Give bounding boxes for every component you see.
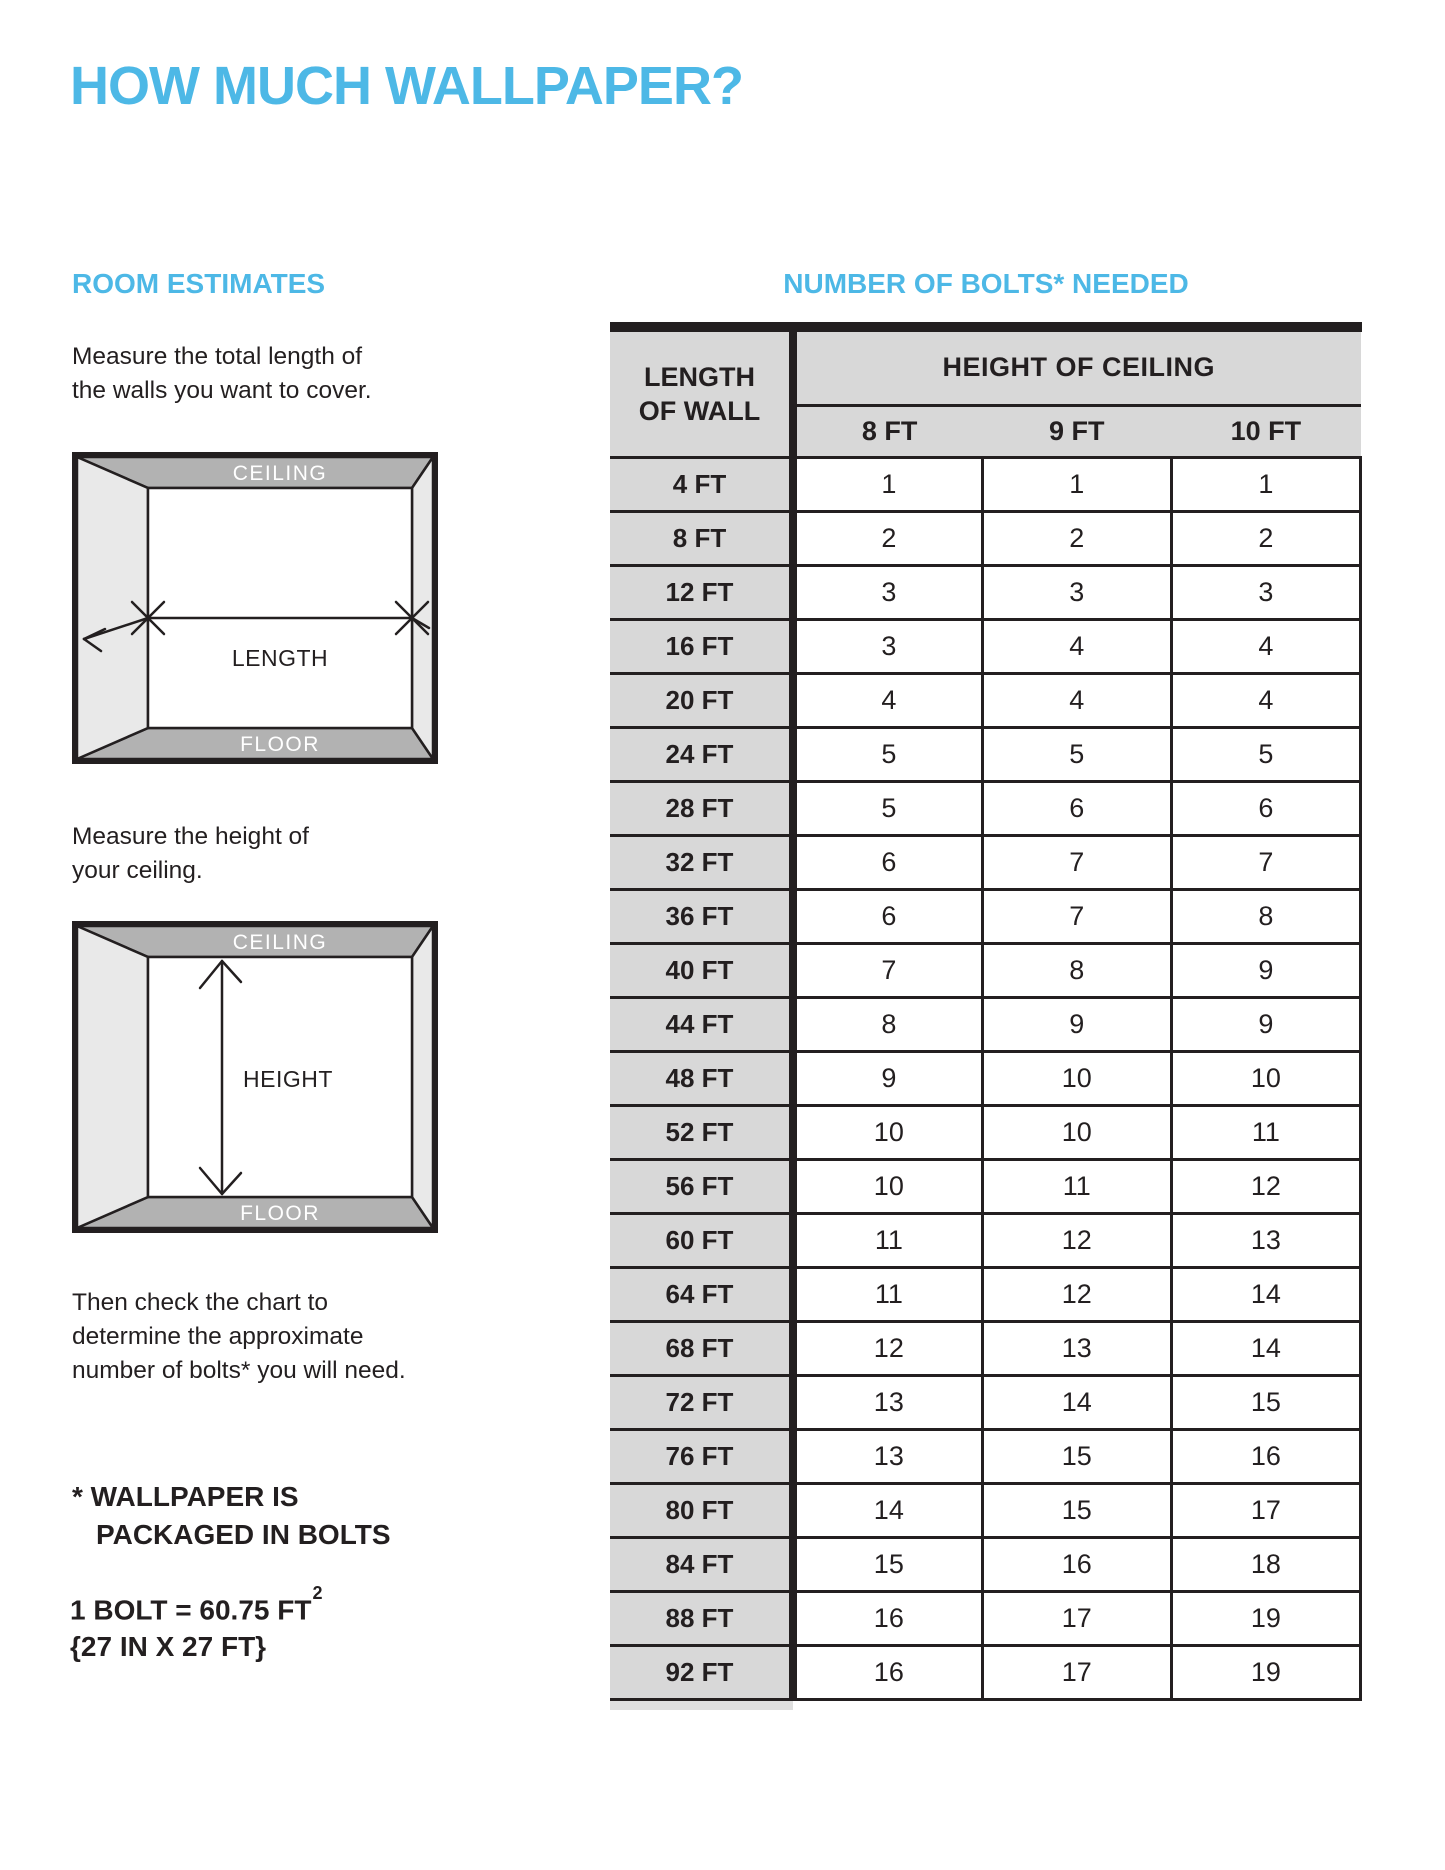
ceiling-label: CEILING bbox=[232, 462, 328, 485]
floor-label: FLOOR bbox=[240, 733, 320, 756]
bolt-count-cell: 15 bbox=[982, 1429, 1171, 1483]
wall-length-cell: 60 FT bbox=[610, 1213, 793, 1267]
length-label: LENGTH bbox=[231, 645, 329, 671]
bolt-count-cell: 17 bbox=[982, 1591, 1171, 1645]
bolt-count-cell: 2 bbox=[1171, 511, 1360, 565]
footnote-line: PACKAGED IN BOLTS bbox=[96, 1519, 391, 1550]
bolt-count-cell: 10 bbox=[1171, 1051, 1360, 1105]
back-wall-right-edge bbox=[412, 926, 433, 1228]
table-row bbox=[610, 1645, 1361, 1699]
table-row bbox=[610, 781, 1361, 835]
table-row bbox=[610, 1159, 1361, 1213]
bolt-count-cell: 15 bbox=[1171, 1375, 1360, 1429]
bolt-count-cell: 1 bbox=[1171, 457, 1360, 511]
wall-length-cell: 8 FT bbox=[610, 511, 793, 565]
wallpaper-bolts-footnote bbox=[72, 1478, 391, 1554]
text-line: the walls you want to cover. bbox=[72, 377, 372, 404]
bolt-dimensions: {27 IN X 27 FT} bbox=[70, 1631, 267, 1663]
bolt-count-cell: 5 bbox=[793, 727, 982, 781]
bolt-count-cell: 12 bbox=[982, 1267, 1171, 1321]
wall-length-cell: 84 FT bbox=[610, 1537, 793, 1591]
table-row bbox=[610, 619, 1361, 673]
bolt-count-cell: 19 bbox=[1171, 1645, 1360, 1699]
wall-length-cell: 56 FT bbox=[610, 1159, 793, 1213]
corner-header-line: OF WALL bbox=[638, 395, 761, 426]
section-heading-room-estimates: ROOM ESTIMATES bbox=[72, 268, 326, 299]
footnote-line: * WALLPAPER IS bbox=[72, 1481, 299, 1512]
bolt-equation-text: 1 BOLT = 60.75 FT bbox=[70, 1594, 312, 1626]
table-row bbox=[610, 565, 1361, 619]
bolt-count-cell: 9 bbox=[982, 997, 1171, 1051]
column-header-9ft: 9 FT bbox=[982, 405, 1171, 457]
wall-length-cell: 44 FT bbox=[610, 997, 793, 1051]
bolt-count-cell: 7 bbox=[982, 889, 1171, 943]
bolt-count-cell: 10 bbox=[793, 1159, 982, 1213]
instruction-check-chart bbox=[72, 1286, 406, 1388]
bolt-count-cell: 15 bbox=[982, 1483, 1171, 1537]
wall-length-cell: 36 FT bbox=[610, 889, 793, 943]
column-header-8ft: 8 FT bbox=[793, 405, 982, 457]
floor-label: FLOOR bbox=[240, 1202, 320, 1225]
bolt-count-cell: 6 bbox=[793, 889, 982, 943]
wall-length-cell: 76 FT bbox=[610, 1429, 793, 1483]
bolt-equation bbox=[70, 1585, 321, 1628]
room-height-diagram bbox=[72, 921, 438, 1233]
bolt-count-cell: 2 bbox=[982, 511, 1171, 565]
table-top-bar bbox=[610, 322, 1362, 332]
wall-length-cell: 16 FT bbox=[610, 619, 793, 673]
bolt-count-cell: 14 bbox=[793, 1483, 982, 1537]
bolt-count-cell: 4 bbox=[793, 673, 982, 727]
bolt-count-cell: 18 bbox=[1171, 1537, 1360, 1591]
table-row bbox=[610, 727, 1361, 781]
bolt-count-cell: 2 bbox=[793, 511, 982, 565]
instruction-measure-height bbox=[72, 820, 309, 888]
bolt-count-cell: 17 bbox=[982, 1645, 1171, 1699]
wall-length-cell: 28 FT bbox=[610, 781, 793, 835]
bolt-count-cell: 5 bbox=[1171, 727, 1360, 781]
bolt-count-cell: 16 bbox=[793, 1591, 982, 1645]
bolt-count-cell: 9 bbox=[793, 1051, 982, 1105]
table-row bbox=[610, 1051, 1361, 1105]
bolt-count-cell: 11 bbox=[793, 1213, 982, 1267]
bolt-size-note bbox=[70, 1585, 321, 1665]
bolt-count-cell: 1 bbox=[793, 457, 982, 511]
bolt-count-cell: 7 bbox=[793, 943, 982, 997]
corner-header-line: LENGTH bbox=[644, 361, 755, 392]
bolt-count-cell: 9 bbox=[1171, 997, 1360, 1051]
bolts-table-heading: NUMBER OF BOLTS* NEEDED bbox=[783, 268, 1189, 299]
bolt-count-cell: 10 bbox=[793, 1105, 982, 1159]
wall-length-cell: 40 FT bbox=[610, 943, 793, 997]
bolt-count-cell: 5 bbox=[982, 727, 1171, 781]
instruction-measure-length bbox=[72, 340, 372, 408]
bolt-count-cell: 13 bbox=[982, 1321, 1171, 1375]
bolt-count-cell: 12 bbox=[982, 1213, 1171, 1267]
bolt-count-cell: 12 bbox=[793, 1321, 982, 1375]
bolt-count-cell: 13 bbox=[1171, 1213, 1360, 1267]
wall-length-cell: 72 FT bbox=[610, 1375, 793, 1429]
bolt-count-cell: 4 bbox=[1171, 673, 1360, 727]
bolt-count-cell: 14 bbox=[982, 1375, 1171, 1429]
page-title: HOW MUCH WALLPAPER? bbox=[70, 56, 743, 116]
bolt-count-cell: 4 bbox=[1171, 619, 1360, 673]
table-row bbox=[610, 1429, 1361, 1483]
bolt-count-cell: 11 bbox=[1171, 1105, 1360, 1159]
left-wall-surface bbox=[77, 926, 148, 1228]
height-label: HEIGHT bbox=[243, 1066, 333, 1092]
corner-header-length-of-wall bbox=[610, 332, 793, 457]
text-line: Then check the chart to bbox=[72, 1289, 329, 1316]
table-row bbox=[610, 1267, 1361, 1321]
table-row bbox=[610, 673, 1361, 727]
text-line: Measure the height of bbox=[72, 823, 309, 850]
bolt-count-cell: 6 bbox=[982, 781, 1171, 835]
bolt-count-cell: 1 bbox=[982, 457, 1171, 511]
wall-length-cell: 92 FT bbox=[610, 1645, 793, 1699]
bolt-count-cell: 7 bbox=[982, 835, 1171, 889]
bolt-count-cell: 6 bbox=[793, 835, 982, 889]
table-row bbox=[610, 889, 1361, 943]
bolt-count-cell: 15 bbox=[793, 1537, 982, 1591]
bolt-count-cell: 5 bbox=[793, 781, 982, 835]
bolt-count-cell: 16 bbox=[1171, 1429, 1360, 1483]
bolt-count-cell: 10 bbox=[982, 1105, 1171, 1159]
bolt-count-cell: 4 bbox=[982, 619, 1171, 673]
column-header-10ft: 10 FT bbox=[1171, 405, 1360, 457]
text-line: determine the approximate bbox=[72, 1323, 364, 1350]
bolt-count-cell: 11 bbox=[982, 1159, 1171, 1213]
table-row bbox=[610, 1321, 1361, 1375]
bolt-count-cell: 16 bbox=[793, 1645, 982, 1699]
bolt-count-cell: 14 bbox=[1171, 1267, 1360, 1321]
bolt-count-cell: 10 bbox=[982, 1051, 1171, 1105]
table-row bbox=[610, 1483, 1361, 1537]
table-row bbox=[610, 835, 1361, 889]
bolt-count-cell: 14 bbox=[1171, 1321, 1360, 1375]
wall-length-cell: 52 FT bbox=[610, 1105, 793, 1159]
group-header-height-of-ceiling: HEIGHT OF CEILING bbox=[793, 332, 1361, 405]
table-row bbox=[610, 1537, 1361, 1591]
wall-length-cell: 80 FT bbox=[610, 1483, 793, 1537]
bolt-count-cell: 3 bbox=[793, 619, 982, 673]
bolt-count-cell: 13 bbox=[793, 1375, 982, 1429]
table-row bbox=[610, 457, 1361, 511]
bolt-count-cell: 16 bbox=[982, 1537, 1171, 1591]
table-row bbox=[610, 1105, 1361, 1159]
bolt-count-cell: 12 bbox=[1171, 1159, 1360, 1213]
table-bottom-stub bbox=[610, 1701, 793, 1710]
bolt-table-body bbox=[610, 457, 1361, 1699]
bolt-count-cell: 19 bbox=[1171, 1591, 1360, 1645]
bolt-count-cell: 8 bbox=[982, 943, 1171, 997]
wall-length-cell: 64 FT bbox=[610, 1267, 793, 1321]
bolts-table-container bbox=[610, 322, 1362, 1710]
wall-length-cell: 20 FT bbox=[610, 673, 793, 727]
table-header bbox=[610, 332, 1361, 457]
bolt-count-cell: 7 bbox=[1171, 835, 1360, 889]
wall-length-cell: 24 FT bbox=[610, 727, 793, 781]
wall-length-cell: 88 FT bbox=[610, 1591, 793, 1645]
wall-length-cell: 68 FT bbox=[610, 1321, 793, 1375]
bolts-table bbox=[610, 332, 1362, 1701]
bolt-count-cell: 17 bbox=[1171, 1483, 1360, 1537]
bolt-count-cell: 11 bbox=[793, 1267, 982, 1321]
bolt-count-cell: 3 bbox=[1171, 565, 1360, 619]
wall-length-cell: 12 FT bbox=[610, 565, 793, 619]
text-line: your ceiling. bbox=[72, 857, 203, 884]
table-row bbox=[610, 997, 1361, 1051]
bolt-count-cell: 8 bbox=[793, 997, 982, 1051]
bolt-count-cell: 4 bbox=[982, 673, 1171, 727]
bolt-count-cell: 8 bbox=[1171, 889, 1360, 943]
table-row bbox=[610, 1213, 1361, 1267]
table-row bbox=[610, 1375, 1361, 1429]
bolt-count-cell: 9 bbox=[1171, 943, 1360, 997]
bolt-count-cell: 3 bbox=[982, 565, 1171, 619]
ceiling-label: CEILING bbox=[232, 931, 328, 954]
table-row bbox=[610, 511, 1361, 565]
text-line: Measure the total length of bbox=[72, 343, 363, 370]
wall-length-cell: 32 FT bbox=[610, 835, 793, 889]
bolt-count-cell: 6 bbox=[1171, 781, 1360, 835]
table-row bbox=[610, 943, 1361, 997]
table-row bbox=[610, 1591, 1361, 1645]
wall-length-cell: 48 FT bbox=[610, 1051, 793, 1105]
wall-length-cell: 4 FT bbox=[610, 457, 793, 511]
room-length-diagram bbox=[72, 452, 438, 764]
bolt-count-cell: 3 bbox=[793, 565, 982, 619]
text-line: number of bolts* you will need. bbox=[72, 1357, 406, 1384]
back-wall-surface bbox=[148, 488, 412, 728]
bolt-equation-exponent: 2 bbox=[312, 1583, 323, 1603]
bolt-count-cell: 13 bbox=[793, 1429, 982, 1483]
